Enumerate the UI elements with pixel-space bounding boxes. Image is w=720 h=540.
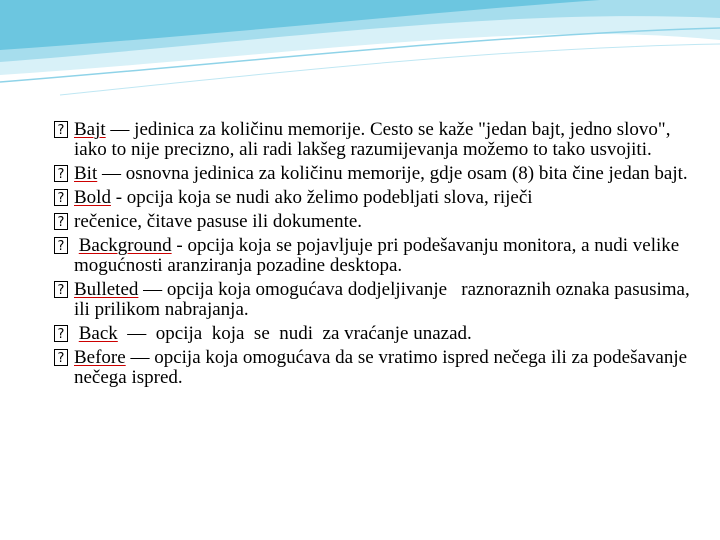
bullet-icon <box>54 281 68 298</box>
list-item <box>54 348 694 388</box>
glossary-definition: — opcija koja omogućava dodjeljivanje raznoraznih oznaka pasusima, ili prilikom nabrajanja. <box>74 279 695 320</box>
glossary-definition: — osnovna jedinica za količinu memorije, gdje osam (8) bita čine jedan bajt. <box>97 163 688 184</box>
list-item <box>54 212 694 232</box>
glossary-term: Background <box>78 235 172 256</box>
glossary-list <box>54 120 694 392</box>
bullet-icon <box>54 237 68 254</box>
bullet-icon <box>54 349 68 366</box>
glossary-term: Before <box>74 347 126 368</box>
glossary-term: Bit <box>74 163 98 184</box>
list-item <box>54 324 694 344</box>
list-item <box>54 188 694 208</box>
glossary-definition: — opcija koja omogućava da se vratimo ispred nečega ili za podešavanje nečega ispred. <box>74 347 688 388</box>
glossary-term: Bold <box>74 187 111 208</box>
glossary-definition: rečenice, čitave pasuse ili dokumente. <box>74 211 363 232</box>
list-item <box>54 120 694 160</box>
bullet-icon <box>54 189 68 206</box>
header-swoosh-decoration <box>0 0 720 110</box>
list-item <box>54 280 694 320</box>
glossary-definition: — jedinica za količinu memorije. Cesto se kaže "jedan bajt, jedno slovo", iako to nije precizno, ali radi lakšeg razumijevanja možemo to tako usvojiti. <box>74 119 671 160</box>
glossary-term: Bajt <box>74 119 106 140</box>
glossary-term: Bulleted <box>74 279 139 300</box>
glossary-definition: - opcija koja se nudi ako želimo podebljati slova, riječi <box>110 187 533 208</box>
glossary-term: Back <box>78 323 118 344</box>
bullet-icon <box>54 325 68 342</box>
bullet-icon <box>54 165 68 182</box>
list-item <box>54 164 694 184</box>
bullet-icon <box>54 213 68 230</box>
glossary-definition: - opcija koja se pojavljuje pri podešavanju monitora, a nudi velike mogućnosti aranziranja pozadine desktopa. <box>74 235 680 276</box>
bullet-icon <box>54 121 68 138</box>
glossary-definition: — opcija koja se nudi za vraćanje unazad. <box>117 323 472 344</box>
list-item <box>54 236 694 276</box>
